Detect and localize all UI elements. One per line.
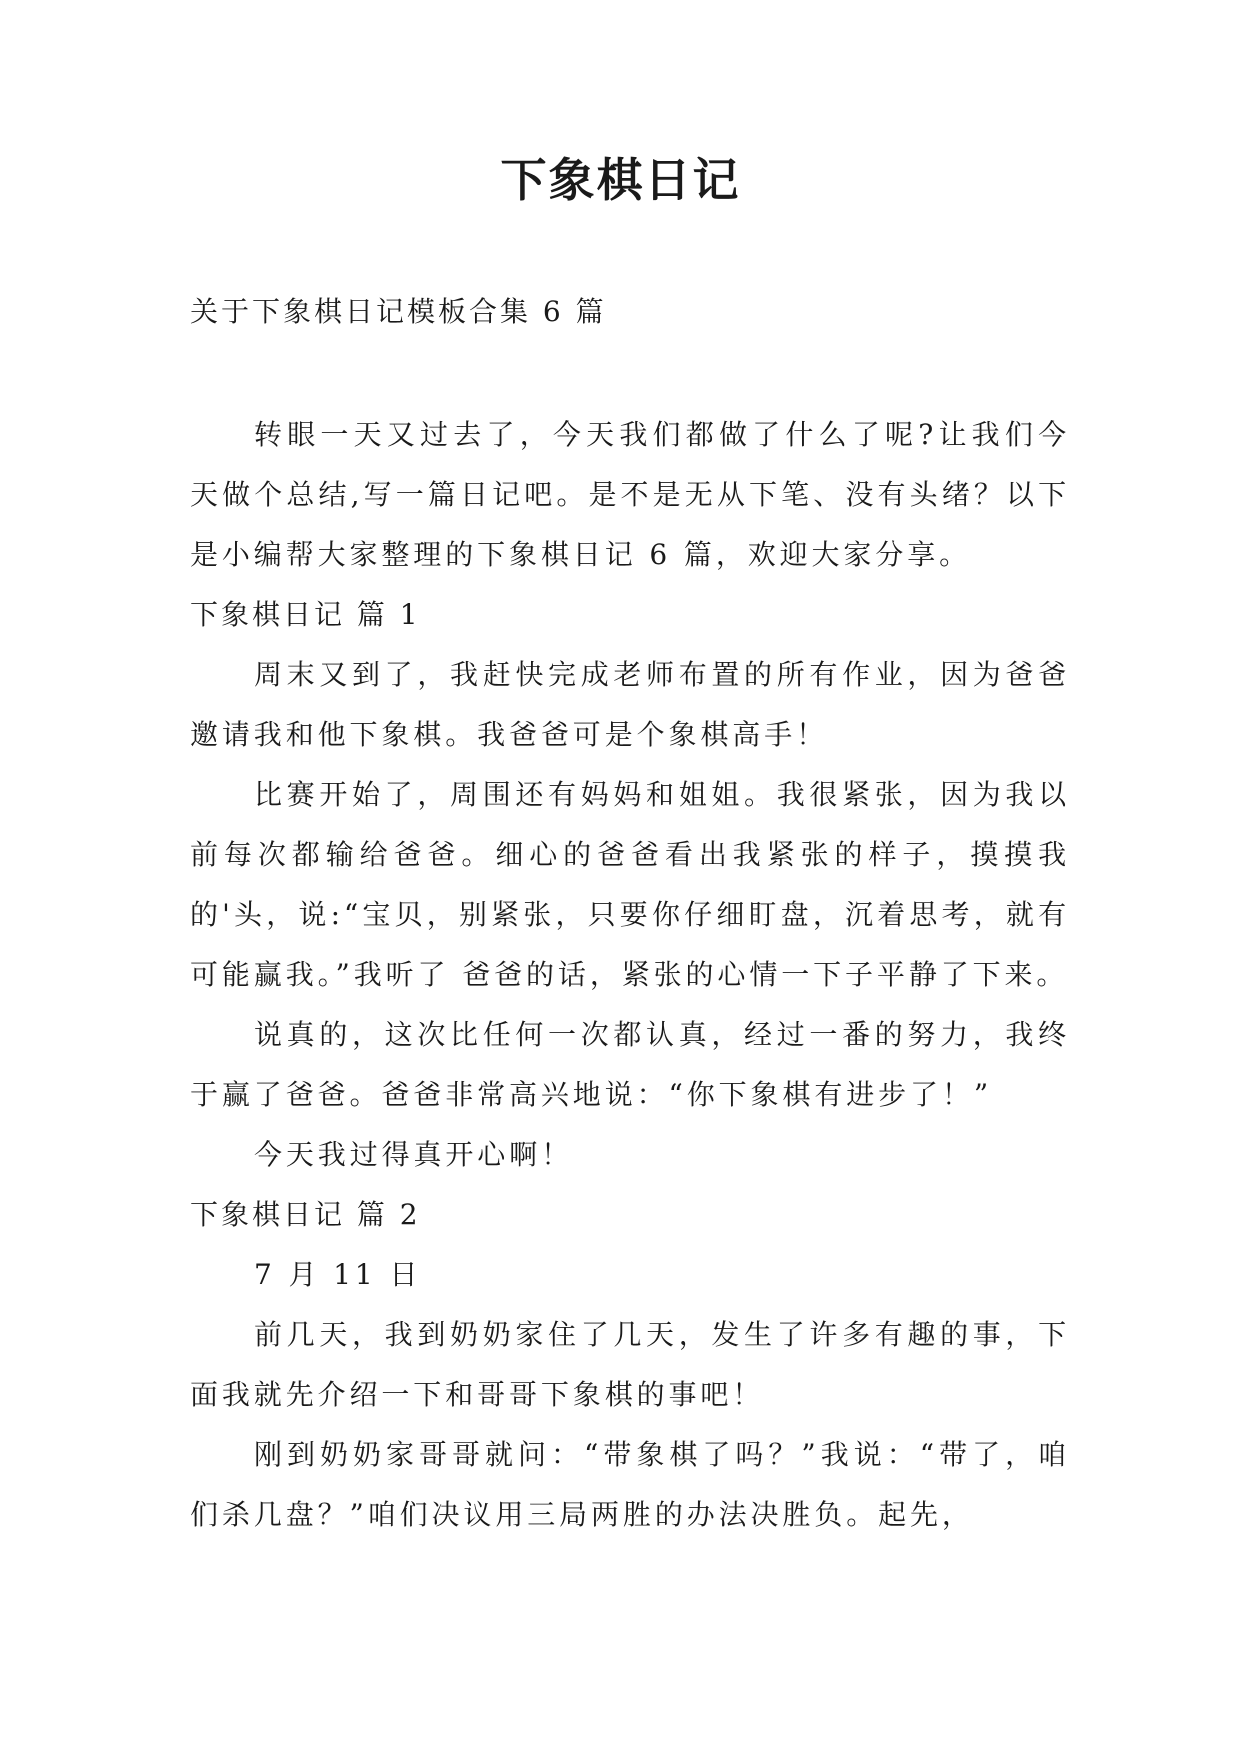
- section-heading-2: 下象棋日记 篇 2: [190, 1198, 421, 1231]
- paragraph: 今天我过得真开心啊！: [254, 1138, 574, 1171]
- paragraph: 前几天，我到奶奶家住了几天，发生了许多有趣的事，下面我就先介绍一下和哥哥下象棋的事吧！: [190, 1318, 1070, 1411]
- document-title: 下象棋日记: [500, 153, 741, 207]
- paragraph: 说真的，这次比任何一次都认真，经过一番的努力，我终于赢了爸爸。爸爸非常高兴地说：“你下象棋有进步了！”: [190, 1018, 1070, 1111]
- section-heading-1: 下象棋日记 篇 1: [190, 598, 421, 631]
- paragraph: 周末又到了，我赶快完成老师布置的所有作业，因为爸爸邀请我和他下象棋。我爸爸可是个象棋高手！: [190, 658, 1070, 751]
- document-subtitle: 关于下象棋日记模板合集 6 篇: [190, 295, 607, 328]
- paragraph-date: 7 月 11 日: [254, 1258, 422, 1291]
- document-body: [190, 405, 1070, 1545]
- paragraph: 比赛开始了，周围还有妈妈和姐姐。我很紧张，因为我以前每次都输给爸爸。细心的爸爸看出我紧张的样子，摸摸我的'头，说:“宝贝，别紧张，只要你仔细盯盘，沉着思考，就有可能赢我。”我听了 爸爸的话，紧张的心情一下子平静了下来。: [190, 778, 1070, 991]
- paragraph-intro: 转眼一天又过去了，今天我们都做了什么了呢?让我们今天做个总结,写一篇日记吧。是不是无从下笔、没有头绪？以下是小编帮大家整理的下象棋日记 6 篇，欢迎大家分享。: [190, 418, 1070, 571]
- paragraph: 刚到奶奶家哥哥就问：“带象棋了吗？”我说：“带了，咱们杀几盘？”咱们决议用三局两胜的办法决胜负。起先，: [190, 1438, 1070, 1531]
